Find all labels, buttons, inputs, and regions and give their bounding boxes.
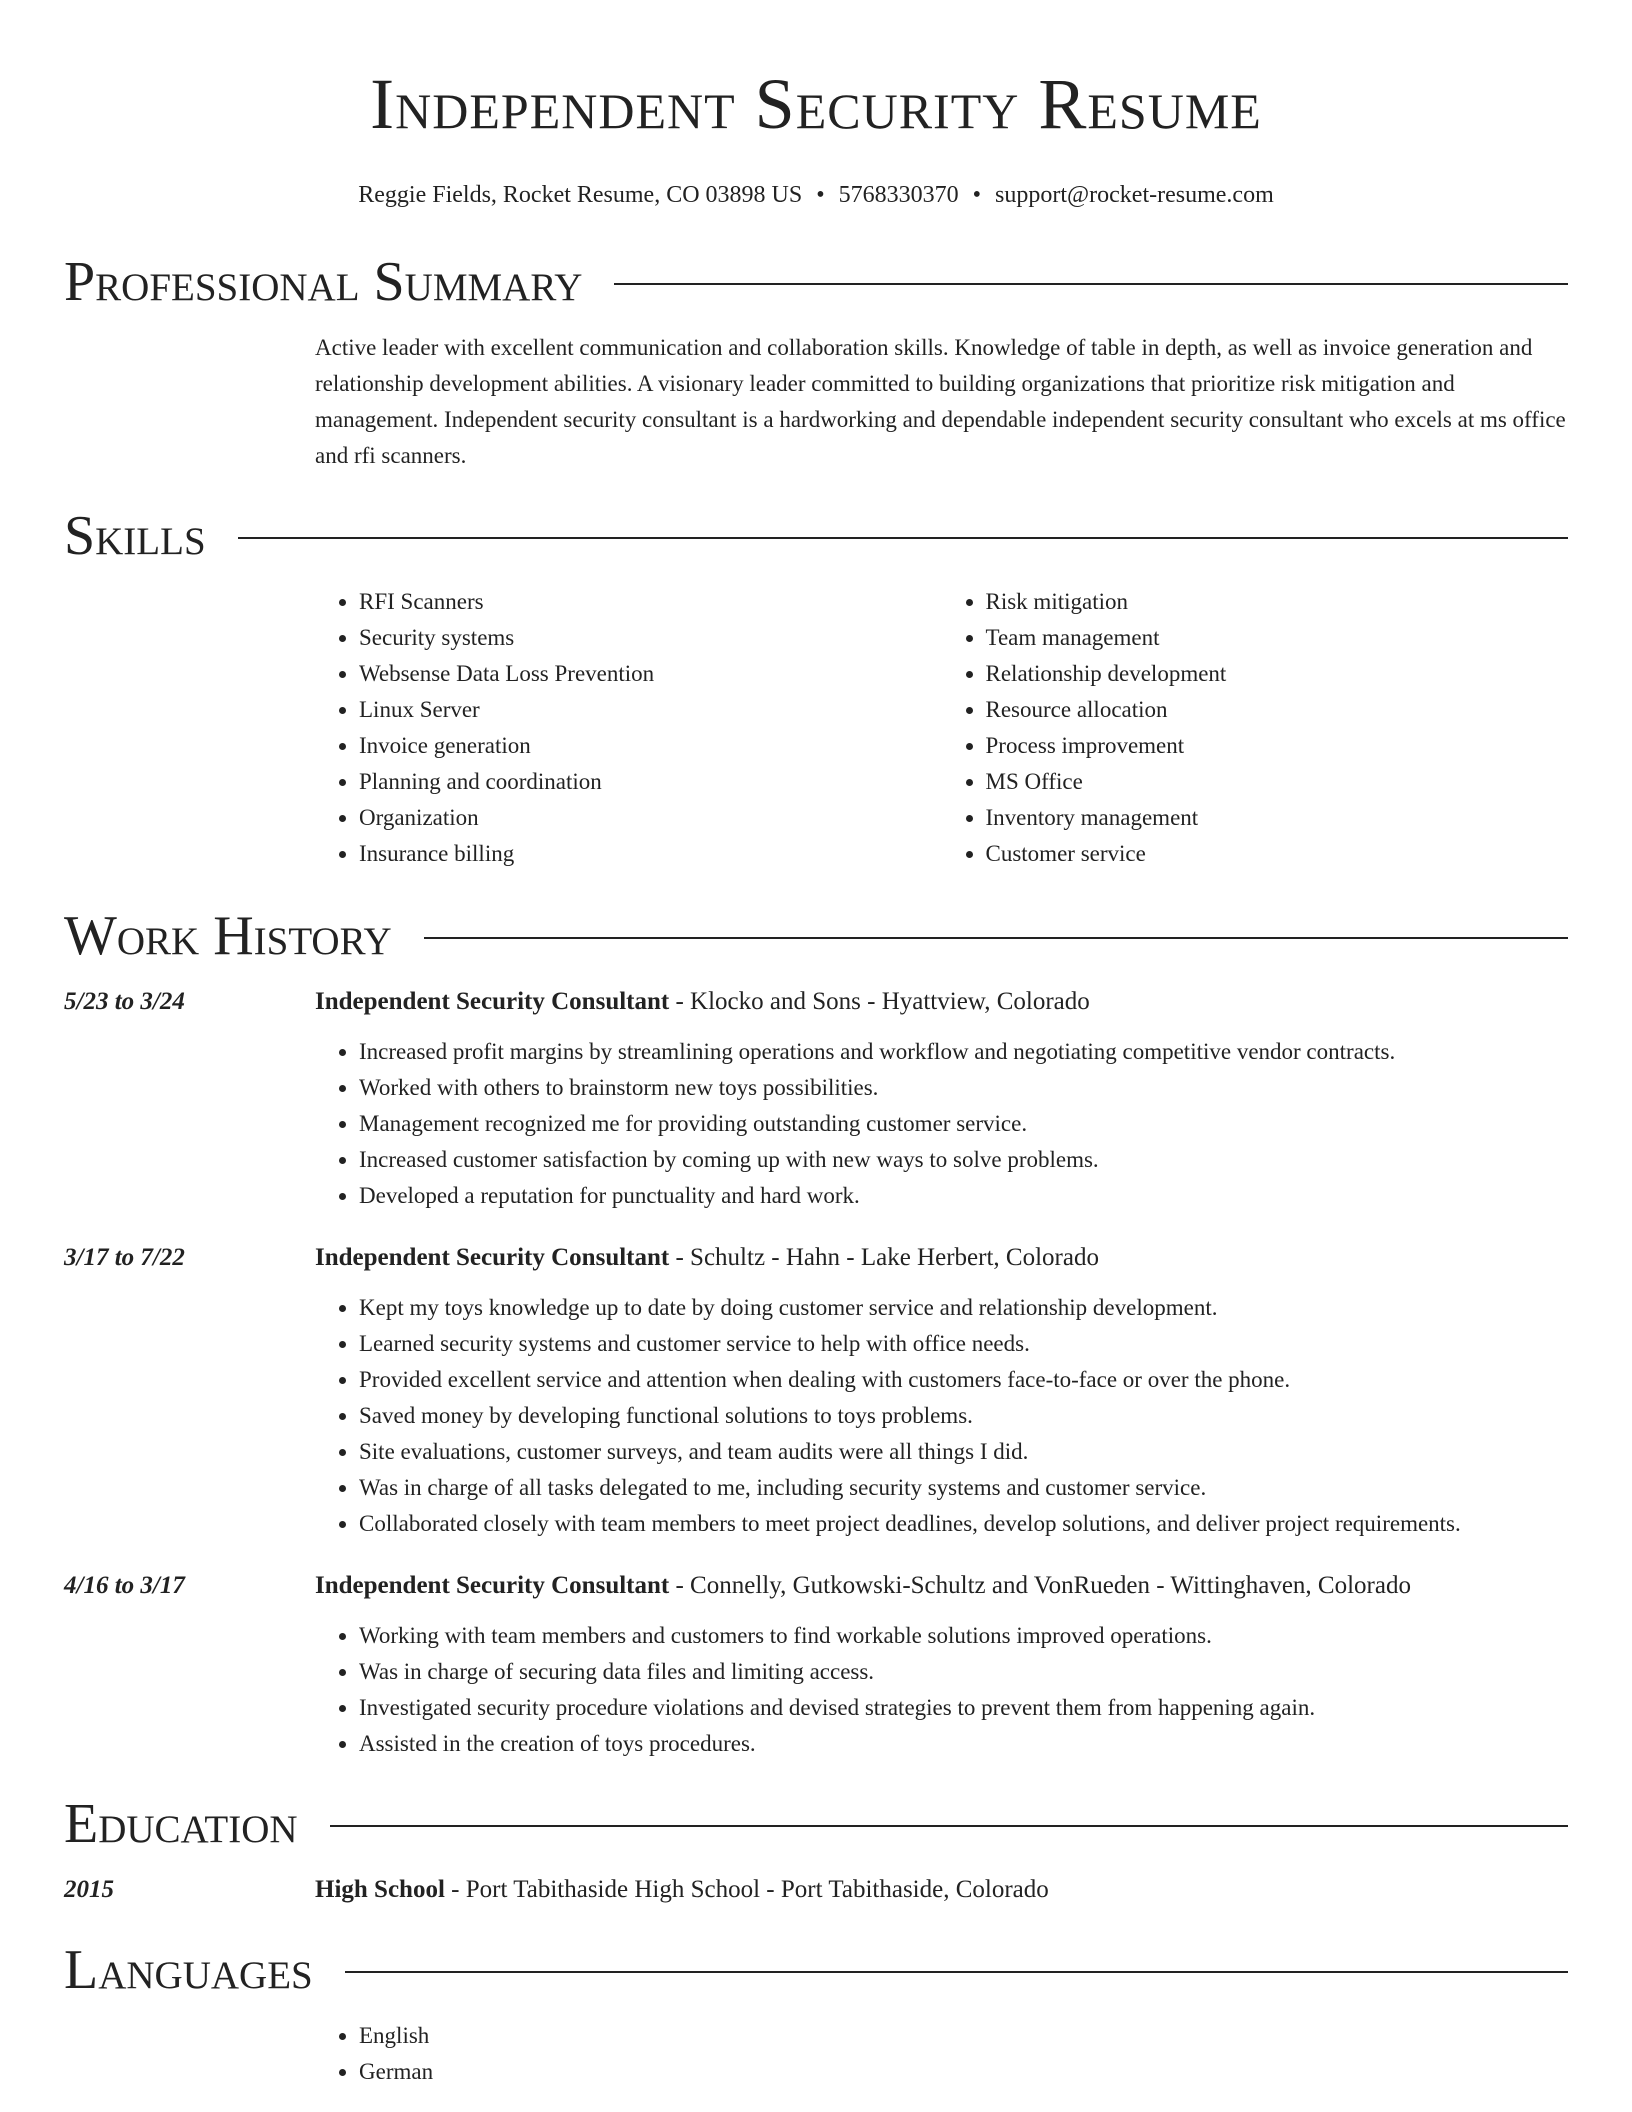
education-degree: High School xyxy=(315,1876,445,1903)
skill-item: • Resource allocation xyxy=(986,692,1569,728)
section-divider xyxy=(614,283,1568,285)
skills-section-title: Skills xyxy=(64,505,206,567)
education-line xyxy=(315,1872,1049,1908)
job-bullet: • Assisted in the creation of toys procedures. xyxy=(359,1726,1568,1762)
job-header xyxy=(64,984,1568,1020)
summary-text: Active leader with excellent communication and collaboration skills. Knowledge of table in depth, as well as invoice generation and relationship development abilities. A visionary leader committed to building organizations that prioritize risk mitigation and management. Independent security consultant is a hardworking and dependable independent security consultant who excels at ms office and rfi scanners. xyxy=(315,335,1566,468)
education-section-title: Education xyxy=(64,1793,298,1855)
job-employer: - Schultz - Hahn - Lake Herbert, Colorado xyxy=(669,1244,1099,1271)
job-bullet: • Provided excellent service and attention when dealing with customers face-to-face or over the phone. xyxy=(359,1362,1568,1398)
contact-address: Reggie Fields, Rocket Resume, CO 03898 US xyxy=(358,182,803,208)
skills-list xyxy=(315,584,1568,872)
job-bullet: • Developed a reputation for punctuality and hard work. xyxy=(359,1178,1568,1214)
summary-section-title: Professional Summary xyxy=(64,251,583,313)
section-divider xyxy=(424,937,1568,939)
contact-phone: 5768330370 xyxy=(838,182,959,208)
job-entry xyxy=(64,1240,1568,1542)
job-bullet: • Management recognized me for providing outstanding customer service. xyxy=(359,1106,1568,1142)
skill-item: • Inventory management xyxy=(986,800,1569,836)
education-section-header xyxy=(64,1792,1568,1856)
resume-title: Independent Security Resume xyxy=(370,64,1262,144)
education-year: 2015 xyxy=(64,1876,114,1903)
job-title-line xyxy=(315,984,1568,1020)
skill-item: • Risk mitigation xyxy=(986,584,1569,620)
job-bullet: • Kept my toys knowledge up to date by doing customer service and relationship development. xyxy=(359,1290,1568,1326)
job-entry xyxy=(64,984,1568,1214)
skill-item: • Relationship development xyxy=(986,656,1569,692)
education-entry xyxy=(64,1872,1568,1908)
contact-line xyxy=(64,180,1568,210)
job-bullet: • Collaborated closely with team members to meet project deadlines, develop solutions, and deliver project requirements. xyxy=(359,1506,1568,1542)
contact-email: support@rocket-resume.com xyxy=(995,182,1274,208)
job-bullets xyxy=(315,1290,1568,1542)
skill-item: • Customer service xyxy=(986,836,1569,872)
skill-item: • Insurance billing xyxy=(359,836,942,872)
education-school: - Port Tabithaside High School - Port Tabithaside, Colorado xyxy=(444,1876,1049,1903)
languages-section-title: Languages xyxy=(64,1939,313,2001)
skill-item: • Team management xyxy=(986,620,1569,656)
job-bullet: • Saved money by developing functional solutions to toys problems. xyxy=(359,1398,1568,1434)
skill-item: • Process improvement xyxy=(986,728,1569,764)
job-title-line xyxy=(315,1240,1568,1276)
job-title: Independent Security Consultant xyxy=(315,988,670,1015)
skills-column-left xyxy=(315,584,942,872)
job-header xyxy=(64,1568,1568,1604)
languages-section-header xyxy=(64,1938,1568,2002)
summary-section-header xyxy=(64,250,1568,314)
languages-list xyxy=(315,2018,1568,2090)
job-employer: - Connelly, Gutkowski-Schultz and VonRueden - Wittinghaven, Colorado xyxy=(669,1572,1411,1599)
job-bullet: • Increased customer satisfaction by coming up with new ways to solve problems. xyxy=(359,1142,1568,1178)
skills-section-header xyxy=(64,504,1568,568)
job-title: Independent Security Consultant xyxy=(315,1244,670,1271)
job-bullet: • Worked with others to brainstorm new toys possibilities. xyxy=(359,1070,1568,1106)
section-divider xyxy=(238,537,1568,539)
skill-item: • Security systems xyxy=(359,620,942,656)
job-bullet: • Was in charge of all tasks delegated to me, including security systems and customer service. xyxy=(359,1470,1568,1506)
resume-page xyxy=(64,0,1568,2090)
skill-item: • MS Office xyxy=(986,764,1569,800)
job-bullets xyxy=(315,1618,1568,1762)
skills-column-right xyxy=(942,584,1569,872)
job-bullet: • Increased profit margins by streamlining operations and workflow and negotiating competitive vendor contracts. xyxy=(359,1034,1568,1070)
skill-item: • Invoice generation xyxy=(359,728,942,764)
job-employer: - Klocko and Sons - Hyattview, Colorado xyxy=(669,988,1090,1015)
contact-separator: • xyxy=(816,182,825,208)
work-section-title: Work History xyxy=(64,905,392,967)
section-divider xyxy=(330,1825,1568,1827)
section-divider xyxy=(345,1971,1568,1973)
job-bullet: • Investigated security procedure violations and devised strategies to prevent them from happening again. xyxy=(359,1690,1568,1726)
job-title-line xyxy=(315,1568,1568,1604)
job-dates: 4/16 to 3/17 xyxy=(64,1572,185,1599)
skill-item: • RFI Scanners xyxy=(359,584,942,620)
job-bullet: • Learned security systems and customer service to help with office needs. xyxy=(359,1326,1568,1362)
job-dates: 5/23 to 3/24 xyxy=(64,988,185,1015)
job-dates: 3/17 to 7/22 xyxy=(64,1244,185,1271)
job-header xyxy=(64,1240,1568,1276)
skill-item: • Linux Server xyxy=(359,692,942,728)
skill-item: • Websense Data Loss Prevention xyxy=(359,656,942,692)
job-bullets xyxy=(315,1034,1568,1214)
job-entry xyxy=(64,1568,1568,1762)
skill-item: • Planning and coordination xyxy=(359,764,942,800)
language-item: • English xyxy=(359,2018,1568,2054)
job-title: Independent Security Consultant xyxy=(315,1572,670,1599)
job-bullet: • Site evaluations, customer surveys, and team audits were all things I did. xyxy=(359,1434,1568,1470)
work-section-header xyxy=(64,904,1568,968)
job-bullet: • Working with team members and customers to find workable solutions improved operations. xyxy=(359,1618,1568,1654)
language-item: • German xyxy=(359,2054,1568,2090)
job-bullet: • Was in charge of securing data files and limiting access. xyxy=(359,1654,1568,1690)
contact-separator: • xyxy=(972,182,982,208)
skill-item: • Organization xyxy=(359,800,942,836)
